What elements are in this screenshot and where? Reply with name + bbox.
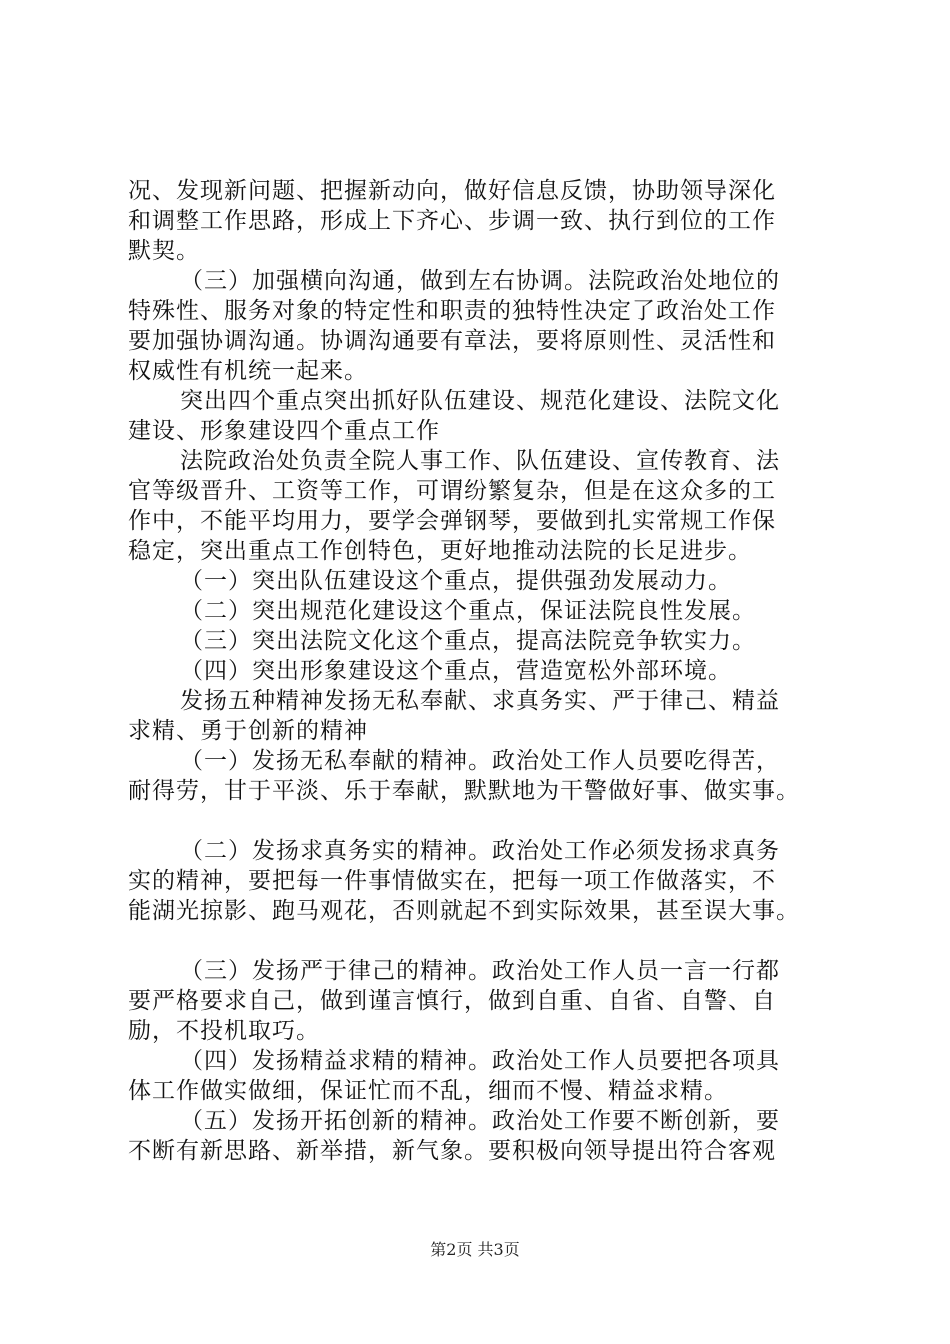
- text-line: 要加强协调沟通。协调沟通要有章法，要将原则性、灵活性和: [128, 328, 776, 354]
- text-line: 特殊性、服务对象的特定性和职责的独特性决定了政治处工作: [128, 298, 776, 324]
- text-line: 官等级晋升、工资等工作，可谓纷繁复杂，但是在这众多的工: [128, 478, 776, 504]
- text-line: 稳定，突出重点工作创特色，更好地推动法院的长足进步。: [128, 538, 752, 564]
- text-line: 突出四个重点突出抓好队伍建设、规范化建设、法院文化: [180, 388, 780, 414]
- text-line: （二）发扬求真务实的精神。政治处工作必须发扬求真务: [180, 838, 780, 864]
- text-line: 发扬五种精神发扬无私奉献、求真务实、严于律己、精益: [180, 688, 780, 714]
- page-number-footer: 第2页 共3页: [430, 1240, 520, 1259]
- text-line: （五）发扬开拓创新的精神。政治处工作要不断创新，要: [180, 1108, 780, 1134]
- text-line: （三）发扬严于律己的精神。政治处工作人员一言一行都: [180, 958, 780, 984]
- text-line: 体工作做实做细，保证忙而不乱，细而不慢、精益求精。: [128, 1078, 728, 1104]
- text-line: 权威性有机统一起来。: [128, 358, 368, 384]
- text-line: （三）突出法院文化这个重点，提高法院竞争软实力。: [180, 628, 756, 654]
- text-line: 耐得劳，甘于平淡、乐于奉献，默默地为干警做好事、做实事。: [128, 778, 800, 804]
- text-line: 实的精神，要把每一件事情做实在，把每一项工作做落实，不: [128, 868, 776, 894]
- text-line: （二）突出规范化建设这个重点，保证法院良性发展。: [180, 598, 756, 624]
- text-line: （一）发扬无私奉献的精神。政治处工作人员要吃得苦，: [180, 748, 780, 774]
- text-line: （四）突出形象建设这个重点，营造宽松外部环境。: [180, 658, 732, 684]
- text-line: （四）发扬精益求精的精神。政治处工作人员要把各项具: [180, 1048, 780, 1074]
- text-line: 作中，不能平均用力，要学会弹钢琴，要做到扎实常规工作保: [128, 508, 776, 534]
- text-line: 和调整工作思路，形成上下齐心、步调一致、执行到位的工作: [128, 208, 776, 234]
- text-line: 能湖光掠影、跑马观花，否则就起不到实际效果，甚至误大事。: [128, 898, 800, 924]
- paragraph-gap: [128, 806, 828, 836]
- text-line: 默契。: [128, 238, 200, 264]
- text-line: 要严格要求自己，做到谨言慎行，做到自重、自省、自警、自: [128, 988, 776, 1014]
- text-line: 励，不投机取巧。: [128, 1018, 320, 1044]
- text-line: 求精、勇于创新的精神: [128, 718, 368, 744]
- text-line: （三）加强横向沟通，做到左右协调。法院政治处地位的: [180, 268, 780, 294]
- text-line: 法院政治处负责全院人事工作、队伍建设、宣传教育、法: [180, 448, 780, 474]
- text-line: 不断有新思路、新举措，新气象。要积极向领导提出符合客观: [128, 1138, 776, 1164]
- body-text: [128, 176, 828, 1166]
- text-line: 建设、形象建设四个重点工作: [128, 418, 440, 444]
- text-line: 况、发现新问题、把握新动向，做好信息反馈，协助领导深化: [128, 178, 776, 204]
- text-line: （一）突出队伍建设这个重点，提供强劲发展动力。: [180, 568, 732, 594]
- paragraph-gap: [128, 926, 828, 956]
